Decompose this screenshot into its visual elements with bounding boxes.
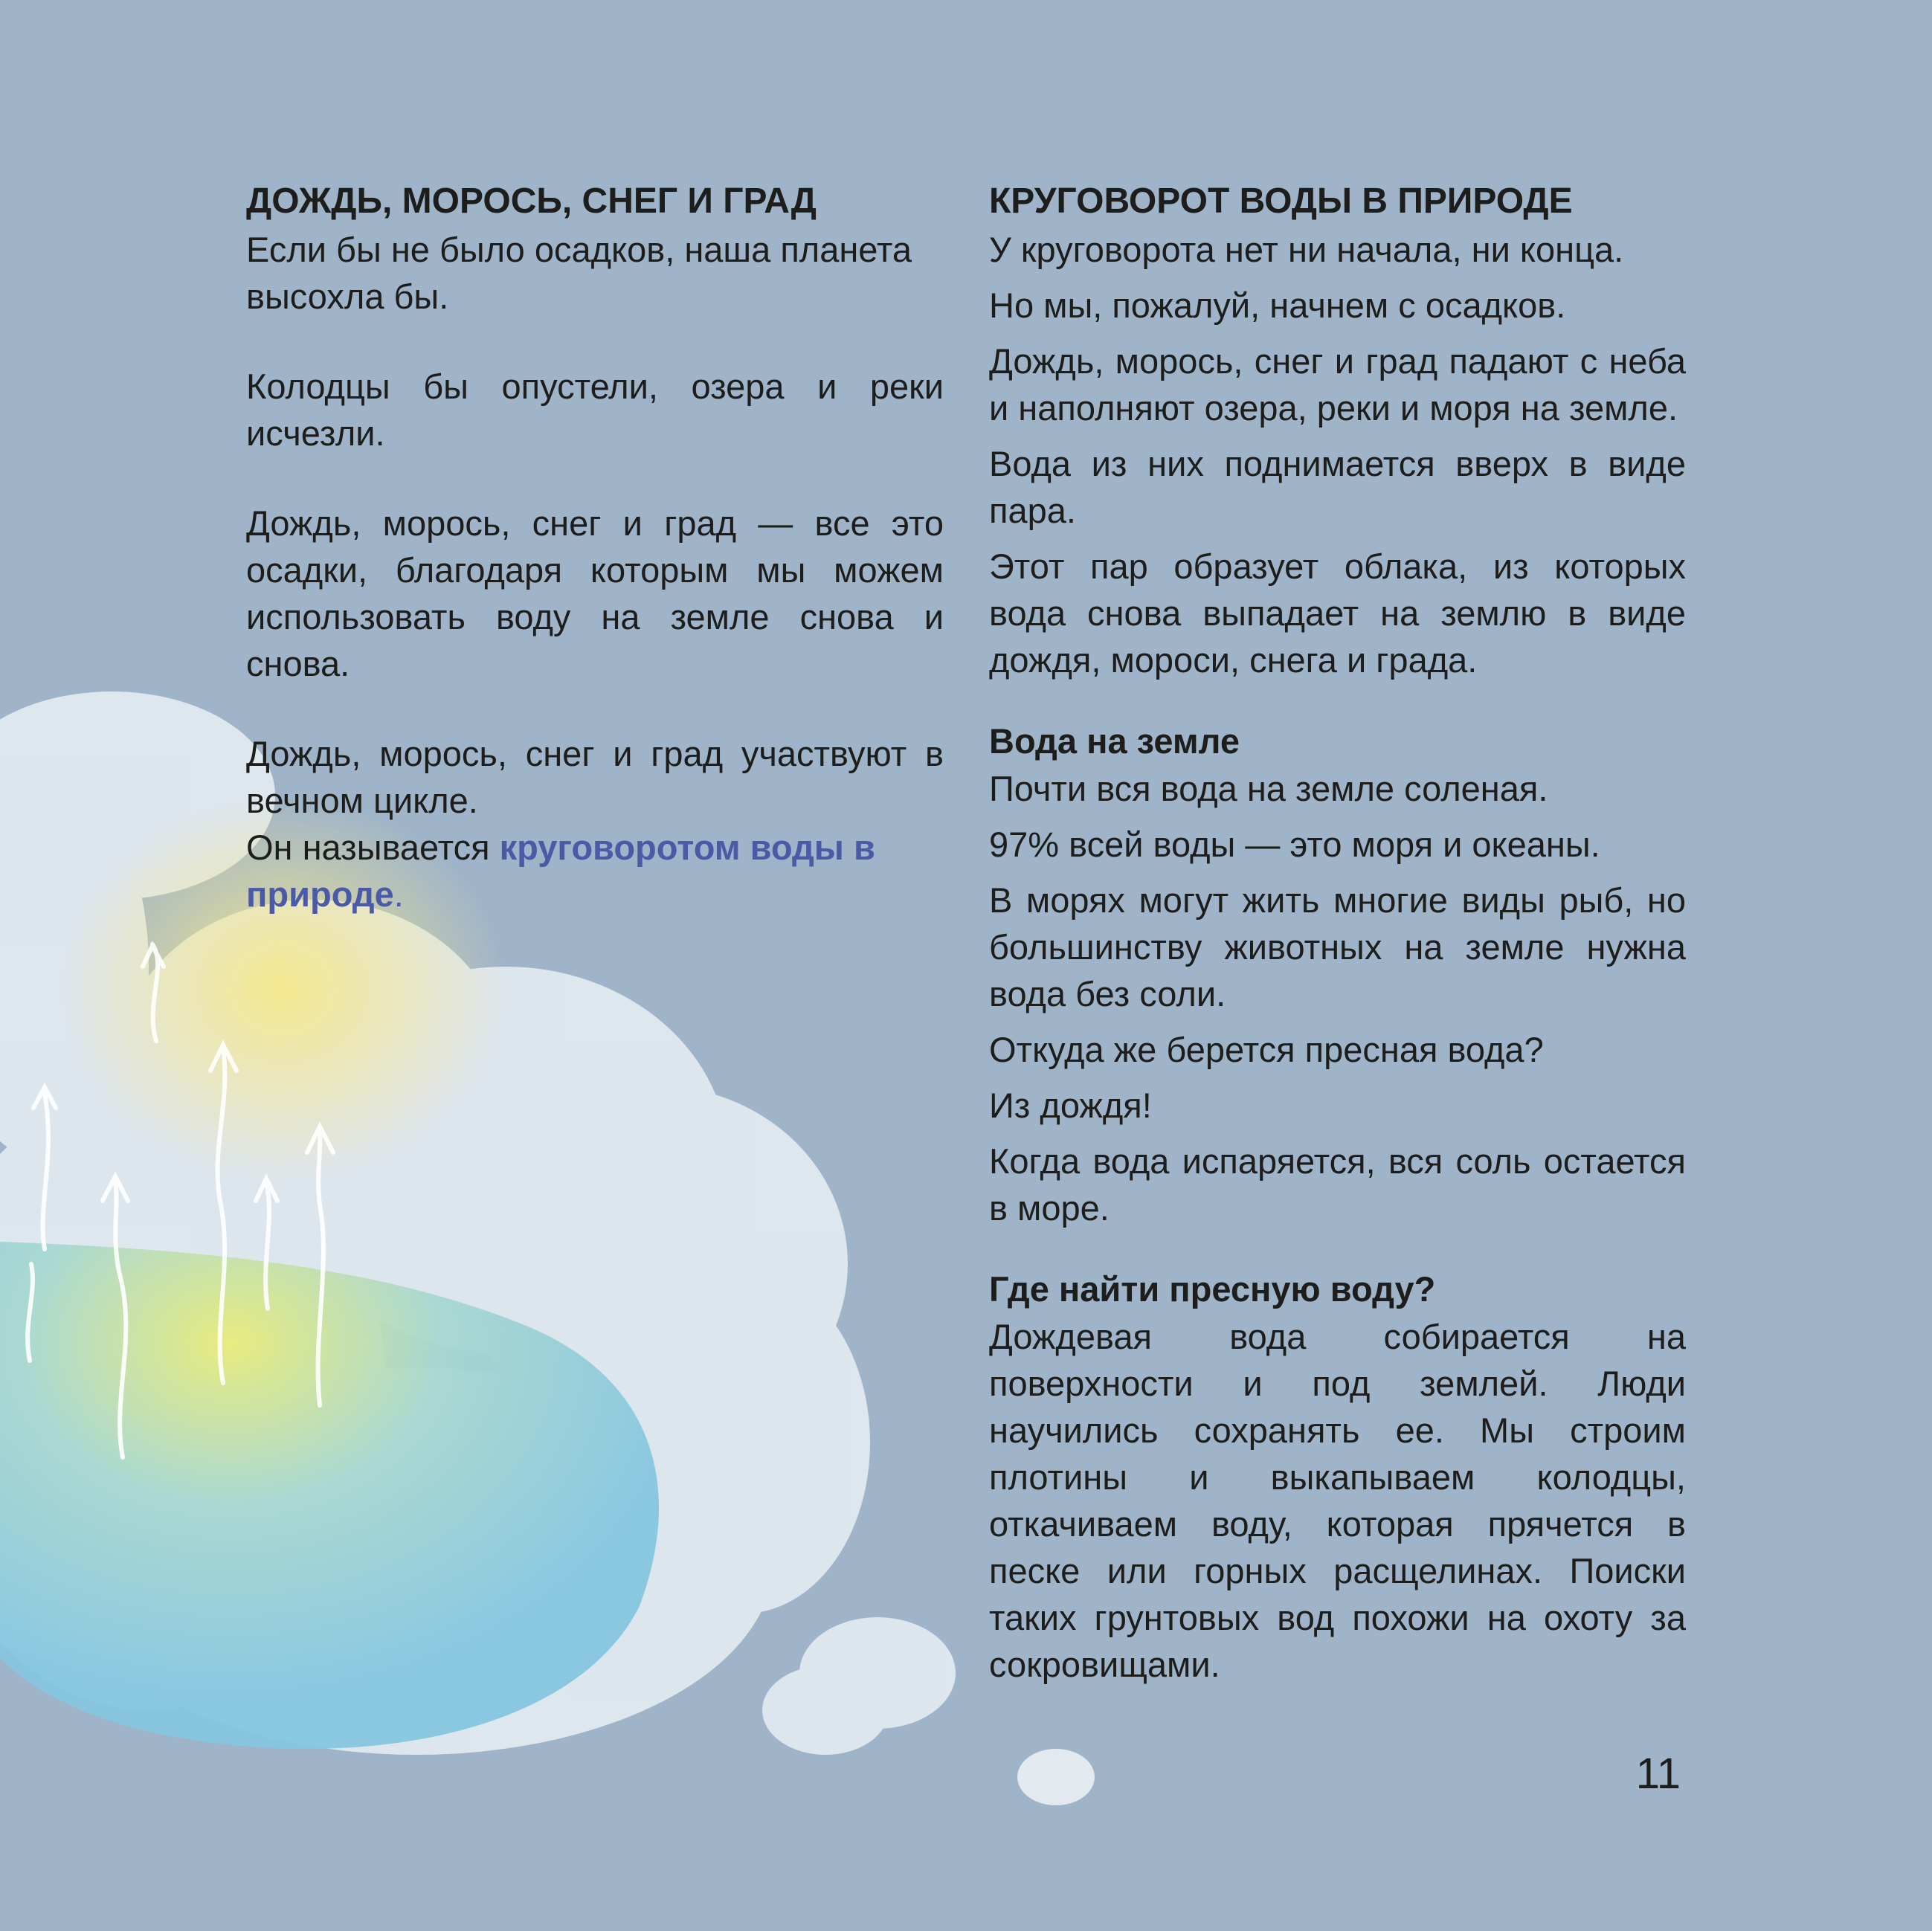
left-paragraph-3: Дождь, морось, снег и град — все это осадки, благодаря которым мы можем использовать воду на земле снова и снова. — [246, 503, 944, 683]
left-paragraph-2: Колодцы бы опустели, озера и реки исчезли. — [246, 367, 944, 453]
section1-paragraph-3: В морях могут жить многие виды рыб, но большинству животных на земле нужна вода без соли. — [989, 880, 1686, 1013]
period: . — [393, 874, 404, 914]
section-water-on-earth-heading: Вода на земле — [989, 721, 1240, 761]
section-fresh-water-heading: Где найти пресную воду? — [989, 1269, 1436, 1309]
right-paragraph-3: Дождь, морось, снег и град падают с неба и наполняют озера, реки и моря на земле. — [989, 341, 1686, 428]
left-paragraph-5 — [246, 824, 944, 918]
section2-paragraph-1: Дождевая вода собирается на поверхности и под землей. Люди научились сохранять ее. Мы строим плотины и выкапываем колодцы, откачиваем воду, которая прячется в песке или горных расщелинах. Поиски таких грунтовых вод похожи на охоту за сокровищами. — [989, 1317, 1686, 1684]
cycle-intro-text: Он называется — [246, 828, 500, 867]
section1-paragraph-6: Когда вода испаряется, вся соль остается в море. — [989, 1141, 1686, 1228]
right-paragraph-2: Но мы, пожалуй, начнем с осадков. — [989, 286, 1566, 325]
section1-paragraph-1: Почти вся вода на земле соленая. — [989, 769, 1548, 808]
left-paragraph-4: Дождь, морось, снег и град участвуют в вечном цикле. — [246, 734, 944, 820]
left-column — [246, 177, 944, 918]
right-paragraph-4: Вода из них поднимается вверх в виде пара. — [989, 444, 1686, 530]
left-paragraph-1: Если бы не было осадков, наша планета высохла бы. — [246, 230, 912, 316]
right-column — [989, 177, 1686, 1688]
puff-cloud — [1017, 1749, 1095, 1805]
page-number: 11 — [1635, 1750, 1681, 1798]
right-heading: КРУГОВОРОТ ВОДЫ В ПРИРОДЕ — [989, 181, 1573, 221]
small-cloud — [762, 1617, 956, 1755]
water-cycle-term: круговоротом воды в природе — [246, 828, 875, 914]
section1-paragraph-4: Откуда же берется пресная вода? — [989, 1030, 1544, 1069]
right-paragraph-5: Этот пар образует облака, из которых вода снова выпадает на землю в виде дождя, мороси, снега и града. — [989, 547, 1686, 680]
section1-paragraph-2: 97% всей воды — это моря и океаны. — [989, 825, 1600, 864]
left-heading: ДОЖДЬ, МОРОСЬ, СНЕГ И ГРАД — [246, 181, 817, 221]
section1-paragraph-5: Из дождя! — [989, 1086, 1152, 1125]
right-paragraph-1: У круговорота нет ни начала, ни конца. — [989, 230, 1624, 269]
